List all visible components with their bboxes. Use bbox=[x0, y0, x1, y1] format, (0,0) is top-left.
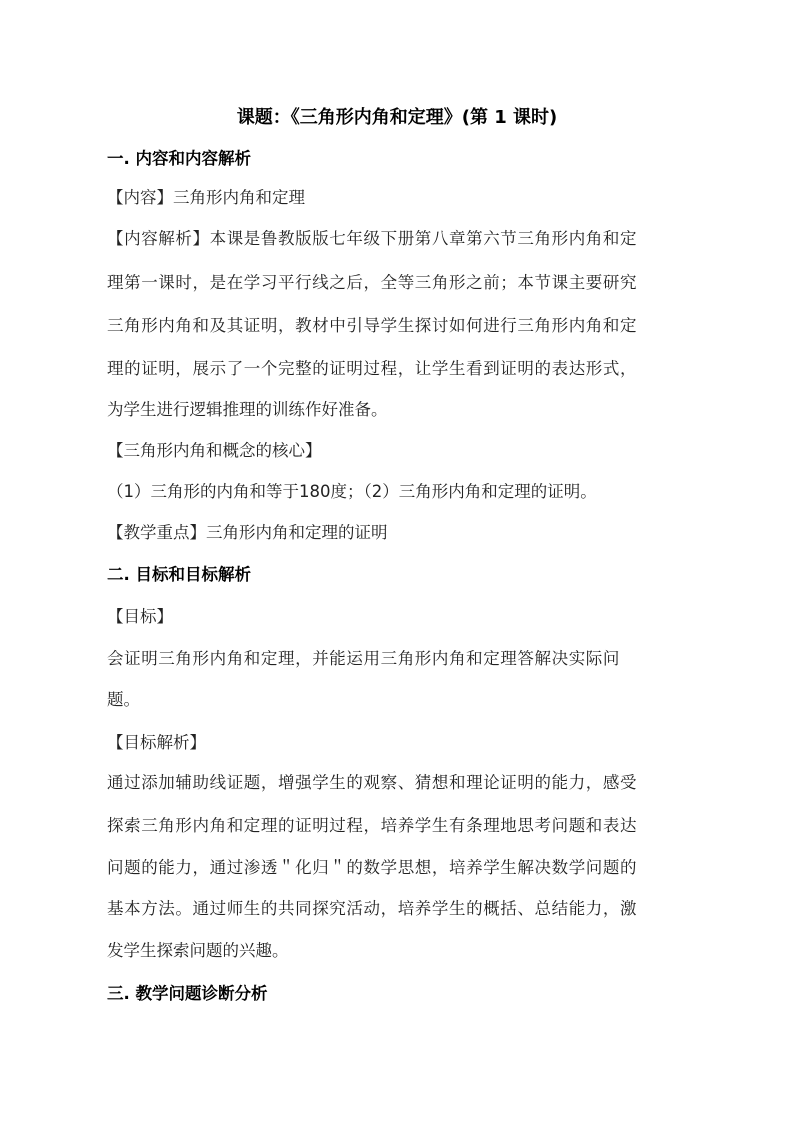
document-title: 课题：《三角形内角和定理》(第 1 课时) bbox=[236, 107, 558, 128]
goal-line: 题。 bbox=[107, 690, 140, 709]
core-concept-label: 【三角形内角和概念的核心】 bbox=[107, 441, 322, 460]
section-1-heading: 一. 内容和内容解析 bbox=[107, 149, 252, 168]
goal-analysis-line: 通过添加辅助线证题，增强学生的观察、猜想和理论证明的能力，感受 bbox=[107, 773, 638, 792]
goal-analysis-line: 问题的能力，通过渗透＂化归＂的数学思想，培养学生解决数学问题的 bbox=[107, 858, 638, 877]
content-analysis-line: 理第一课时，是在学习平行线之后，全等三角形之前；本节课主要研究 bbox=[107, 273, 638, 292]
section-2-heading: 二. 目标和目标解析 bbox=[107, 565, 252, 584]
content-analysis-line: 【内容解析】本课是鲁教版版七年级下册第八章第六节三角形内角和定 bbox=[107, 229, 638, 248]
goal-analysis-line: 发学生探索问题的兴趣。 bbox=[107, 941, 289, 960]
goal-line: 会证明三角形内角和定理，并能运用三角形内角和定理答解决实际问 bbox=[107, 649, 620, 668]
content-analysis-line: 三角形内角和及其证明，教材中引导学生探讨如何进行三角形内角和定 bbox=[107, 316, 638, 335]
content-analysis-line: 理的证明，展示了一个完整的证明过程，让学生看到证明的表达形式， bbox=[107, 359, 638, 378]
goal-analysis-line: 探索三角形内角和定理的证明过程，培养学生有条理地思考问题和表达 bbox=[107, 816, 638, 835]
goal-label: 【目标】 bbox=[107, 607, 173, 626]
goal-analysis-label: 【目标解析】 bbox=[107, 733, 206, 752]
key-point: 【教学重点】三角形内角和定理的证明 bbox=[107, 523, 388, 542]
content-label: 【内容】三角形内角和定理 bbox=[107, 188, 305, 207]
goal-analysis-line: 基本方法。通过师生的共同探究活动，培养学生的概括、总结能力，激 bbox=[107, 899, 638, 918]
section-3-heading: 三. 教学问题诊断分析 bbox=[107, 984, 268, 1003]
content-analysis-line: 为学生进行逻辑推理的训练作好准备。 bbox=[107, 400, 388, 419]
core-concept-text: （1）三角形的内角和等于180度；（2）三角形内角和定理的证明。 bbox=[107, 482, 597, 501]
